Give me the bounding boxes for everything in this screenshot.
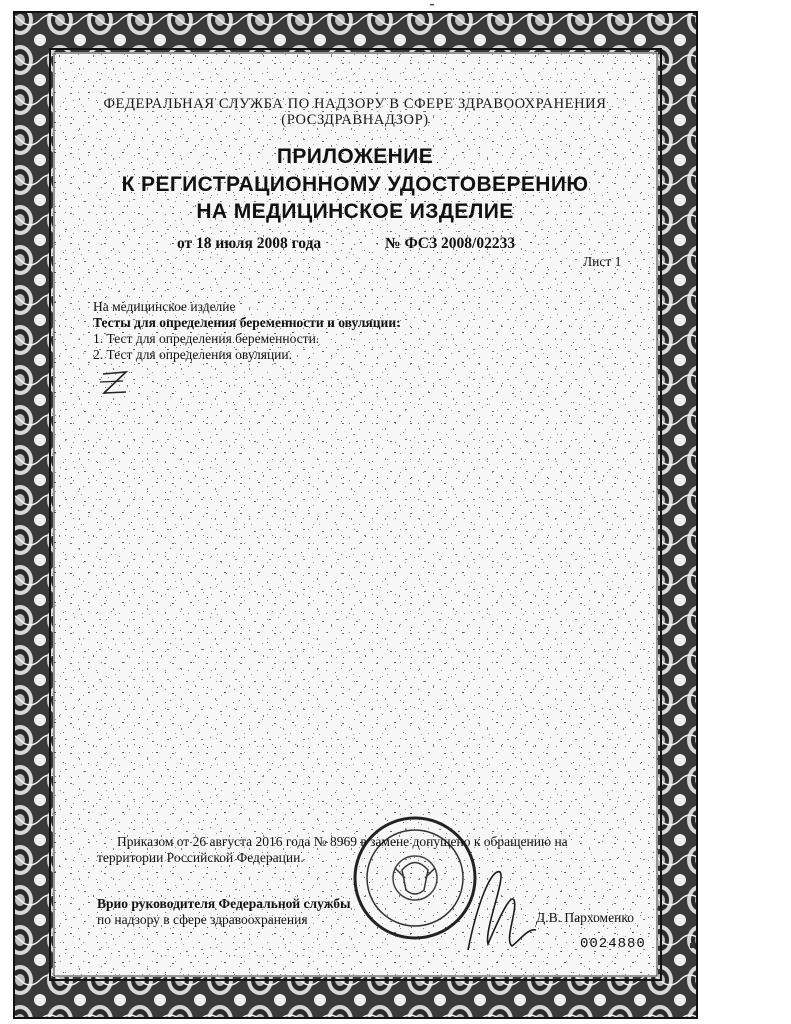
agency-short-name: (РОСЗДРАВНАДЗОР) bbox=[281, 112, 429, 128]
certificate-date: от 18 июля 2008 года bbox=[177, 235, 322, 252]
agency-name: ФЕДЕРАЛЬНАЯ СЛУЖБА ПО НАДЗОРУ В СФЕРЕ ЗДРАВООХРАНЕНИЯ bbox=[103, 96, 607, 112]
serial-number: 0024880 bbox=[580, 936, 646, 952]
sheet-number: Лист 1 bbox=[583, 254, 622, 269]
signatory-title: Врио руководителя Федеральной службы bbox=[97, 896, 351, 911]
product-title: Тесты для определения беременности и овуляции: bbox=[93, 315, 401, 330]
document-subtitle: К РЕГИСТРАЦИОННОМУ УДОСТОВЕРЕНИЮ bbox=[121, 173, 589, 196]
document-title: ПРИЛОЖЕНИЕ bbox=[276, 145, 434, 168]
signatory-name: Д.В. Пархоменко bbox=[536, 910, 634, 925]
document-subtitle-2: НА МЕДИЦИНСКОЕ ИЗДЕЛИЕ bbox=[196, 200, 514, 223]
product-item: 2. Тест для определения овуляции. bbox=[93, 347, 292, 362]
order-text: Приказом от 26 августа 2016 года № 8969 в замене допущено к обращению на bbox=[117, 834, 568, 849]
certificate-number: № ФСЗ 2008/02233 bbox=[385, 235, 516, 252]
order-text-2: территории Российской Федерации. bbox=[97, 850, 304, 865]
product-item: 1. Тест для определения беременности. bbox=[93, 331, 320, 346]
intro-text: На медицинское изделие bbox=[93, 299, 236, 314]
signatory-title-2: по надзору в сфере здравоохранения bbox=[97, 912, 308, 927]
